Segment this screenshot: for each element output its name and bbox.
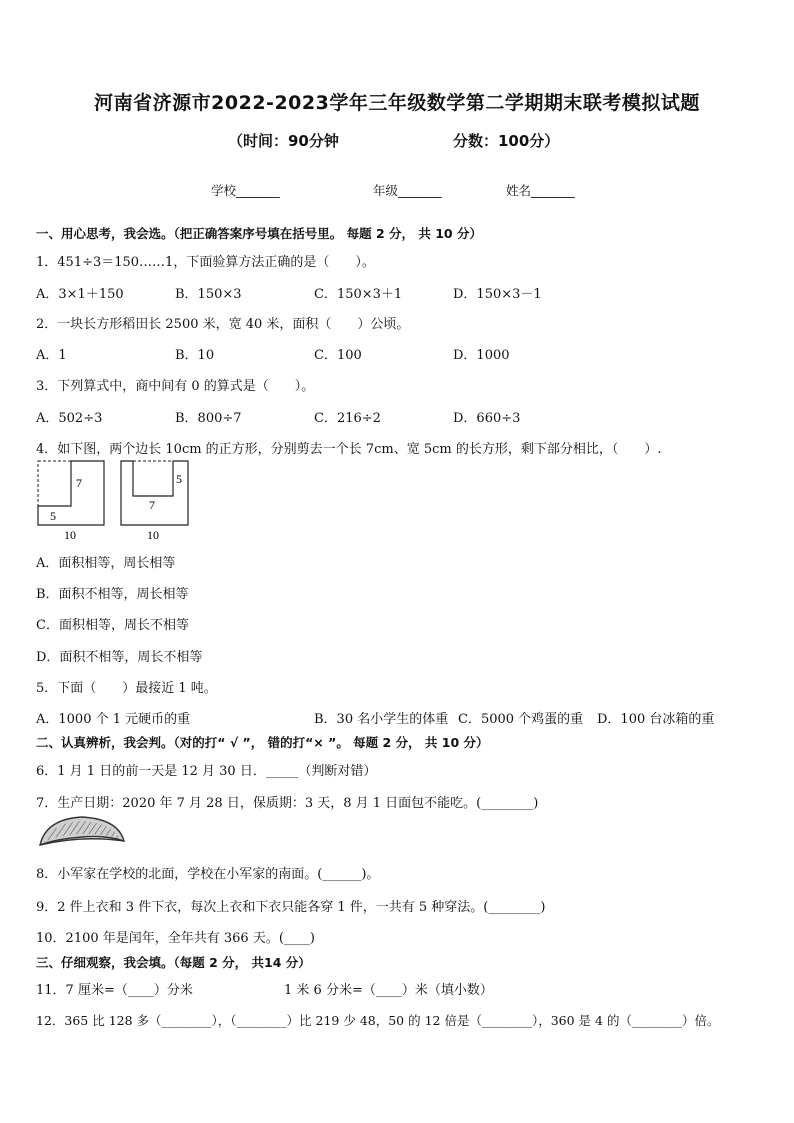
- exam-score: 分数：100分）: [453, 132, 560, 150]
- question-11b: 1 米 6 分米=（____）米（填小数）: [284, 983, 493, 998]
- q3-option-b: B．800÷7: [175, 411, 242, 426]
- question-1: 1．451÷3＝150……1，下面验算方法正确的是（ ）。: [36, 255, 375, 270]
- right-label-10: 10: [147, 528, 159, 542]
- left-label-10: 10: [64, 528, 76, 542]
- question-2: 2．一块长方形稻田长 2500 米，宽 40 米，面积（ ）公顷。: [36, 317, 410, 332]
- question-12: 12．365 比 128 多（________），（________）比 219 少 48，50 的 12 倍是（________），360 是 4 的（________）倍。: [36, 1013, 720, 1028]
- page-title: 河南省济源市2022-2023学年三年级数学第二学期期末联考模拟试题: [94, 92, 700, 114]
- left-label-5: 5: [50, 509, 56, 523]
- q4-option-b: B．面积不相等，周长相等: [36, 587, 189, 602]
- section2-heading: 二、认真辨析，我会判。（对的打“ √ ”， 错的打“× ”。 每题 2 分， 共 10 分）: [36, 735, 489, 750]
- q5-option-d: D．100 台冰箱的重: [597, 712, 715, 727]
- question-4: 4．如下图，两个边长 10cm 的正方形，分别剪去一个长 7cm、宽 5cm 的长方形，剩下部分相比，（ ）.: [36, 442, 662, 457]
- right-label-5: 5: [176, 472, 182, 486]
- q3-option-a: A．502÷3: [36, 411, 103, 426]
- q5-option-a: A．1000 个 1 元硬币的重: [36, 712, 191, 727]
- q2-option-c: C．100: [314, 348, 362, 363]
- question-11a: 11．7 厘米=（____）分米: [36, 983, 193, 998]
- question-5: 5．下面（ ）最接近 1 吨。: [36, 681, 217, 696]
- q5-option-b: B．30 名小学生的体重: [314, 712, 449, 727]
- q5-option-c: C．5000 个鸡蛋的重: [458, 712, 584, 727]
- q2-option-d: D．1000: [453, 348, 510, 363]
- name-field: 姓名_______: [506, 183, 575, 198]
- q4-option-a: A．面积相等，周长相等: [36, 556, 176, 571]
- question-10: 10．2100 年是闰年，全年共有 366 天。(____): [36, 931, 315, 946]
- question-3: 3．下列算式中，商中间有 0 的算式是（ ）。: [36, 379, 315, 394]
- exam-time: （时间：90分钟: [228, 132, 339, 150]
- q1-option-c: C．150×3＋1: [314, 287, 403, 302]
- right-label-7: 7: [149, 498, 155, 512]
- bread-image: [36, 813, 128, 853]
- grade-field: 年级_______: [373, 183, 442, 198]
- q1-option-a: A．3×1＋150: [36, 287, 124, 302]
- q1-option-d: D．150×3－1: [453, 287, 542, 302]
- q3-option-c: C．216÷2: [314, 411, 381, 426]
- q2-option-a: A．1: [36, 348, 67, 363]
- q1-option-b: B．150×3: [175, 287, 242, 302]
- question-6: 6．1 月 1 日的前一天是 12 月 30 日．_____（判断对错）: [36, 764, 377, 779]
- question-8: 8．小军家在学校的北面，学校在小军家的南面。(______)。: [36, 867, 380, 882]
- section1-heading: 一、用心思考，我会选。（把正确答案序号填在括号里。 每题 2 分， 共 10 分）: [36, 226, 482, 241]
- left-remaining-shape: [38, 461, 104, 525]
- q4-figure: [36, 459, 196, 543]
- school-field: 学校_______: [211, 183, 280, 198]
- left-label-7: 7: [76, 476, 82, 490]
- question-7: 7．生产日期：2020 年 7 月 28 日，保质期：3 天，8 月 1 日面包不能吃。(________): [36, 796, 539, 811]
- left-cut-outline: [38, 461, 71, 506]
- q4-option-c: C．面积相等，周长不相等: [36, 618, 189, 633]
- q2-option-b: B．10: [175, 348, 215, 363]
- right-remaining-shape: [121, 461, 188, 525]
- question-9: 9．2 件上衣和 3 件下衣，每次上衣和下衣只能各穿 1 件，一共有 5 种穿法。(________): [36, 900, 546, 915]
- section3-heading: 三、仔细观察，我会填。（每题 2 分， 共14 分）: [36, 955, 311, 970]
- q4-option-d: D．面积不相等，周长不相等: [36, 650, 203, 665]
- q3-option-d: D．660÷3: [453, 411, 521, 426]
